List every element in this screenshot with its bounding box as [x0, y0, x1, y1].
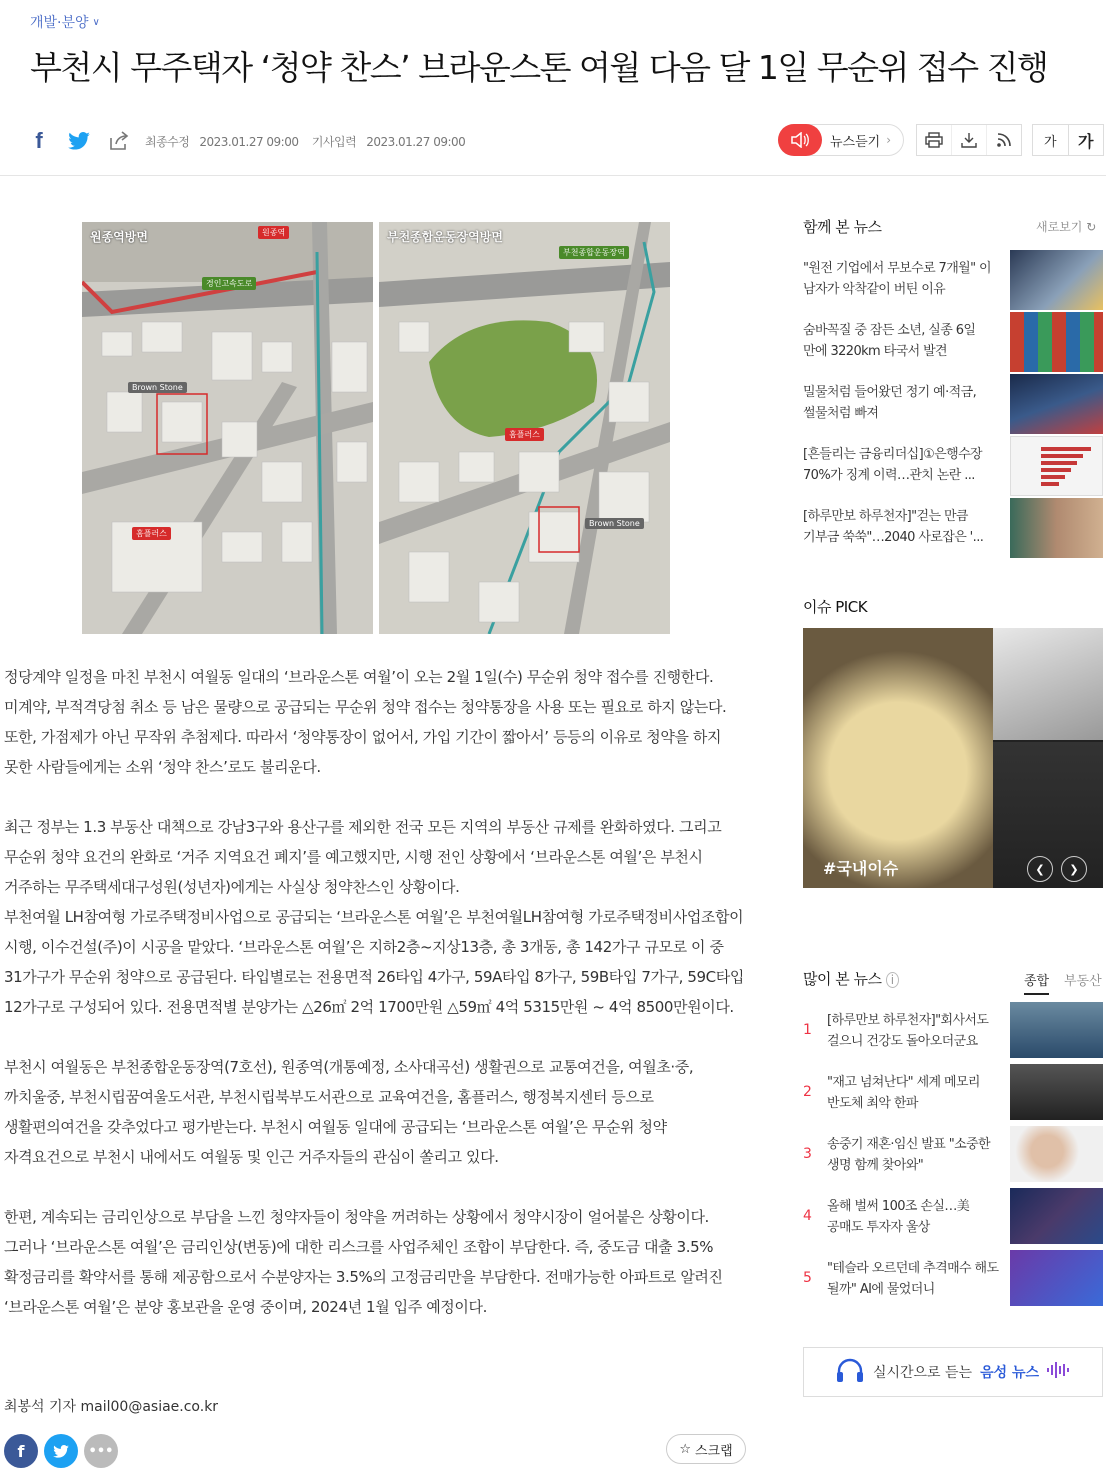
font-decrease-button[interactable]: 가: [1043, 134, 1057, 150]
popular-news-label: 많이 본 뉴스: [803, 970, 882, 988]
bottom-share: [4, 1434, 118, 1468]
popular-news-item[interactable]: [803, 1128, 1103, 1184]
related-news-thumbnail: [1010, 312, 1103, 372]
rank-number: 3: [803, 1146, 812, 1162]
carousel-prev-button[interactable]: ❮: [1027, 856, 1053, 882]
listen-news-button[interactable]: [778, 124, 904, 156]
popular-news-thumbnail: [1010, 1002, 1103, 1058]
rank-number: 4: [803, 1208, 812, 1224]
refresh-icon: ↻: [1086, 220, 1097, 234]
font-increase-button[interactable]: 가: [1068, 125, 1104, 155]
issue-pick-title: 이슈 PICK: [803, 598, 868, 616]
map-label-brownstone-right: Brown Stone: [585, 518, 644, 529]
article-paragraph: 최근 정부는 1.3 부동산 대책으로 강남3구와 용산구를 제외한 전국 모든 지역의 부동산 규제를 완화하였다. 그리고 무순위 청약 요건의 완화로 ‘거주 지역요건 폐지’를 예고했지만, 시행 전인 상황에서 ‘브라운스톤 여월’은 부천시 거주하는 무주택세대구성원(성년자)에게는 사실상 청약찬스인 상황이다.: [4, 818, 722, 896]
speaker-icon: [778, 124, 822, 156]
map-label-station: 원종역: [258, 226, 289, 239]
audio-prefix: 실시간으로 듣는: [872, 1365, 973, 1381]
carousel-next-button[interactable]: ❯: [1061, 856, 1087, 882]
font-size-controls: [1032, 124, 1104, 156]
rank-number: 2: [803, 1084, 812, 1100]
popular-news-item[interactable]: [803, 1066, 1103, 1122]
popular-news-item[interactable]: [803, 1190, 1103, 1246]
chevron-right-icon: ›: [886, 133, 892, 147]
scrap-button[interactable]: [666, 1434, 746, 1464]
issue-hashtag: #국내이슈: [823, 859, 899, 878]
tab-general[interactable]: 종합: [1024, 970, 1049, 995]
popular-news-title: [803, 968, 899, 989]
tab-real-estate[interactable]: 부동산: [1064, 974, 1102, 989]
related-news-item[interactable]: [803, 444, 1103, 500]
download-icon[interactable]: [952, 125, 987, 155]
category-label: 개발·분양: [30, 15, 89, 31]
article-paragraph: 부천시 여월동은 부천종합운동장역(7호선), 원종역(개통예정, 소사대곡선) 생활권으로 교통여건을, 여월초·중, 까치울중, 부천시립꿈여울도서관, 부천시립북부도서관으로 교육여건을, 홈플러스, 행정복지센터 등으로 생활편의여건을 갖추었다고 평가받는다. 부천시 여월동 일대에 공급되는 ‘브라운스톤 여월’은 무순위 청약 자격요건으로 부천시 내에서도 여월동 및 인근 거주자들의 관심이 쏠리고 있다.: [4, 1058, 694, 1166]
audio-news-banner[interactable]: [803, 1347, 1103, 1397]
popular-news-item[interactable]: [803, 1252, 1103, 1308]
map-right-panel: [379, 222, 670, 634]
modified-date: 2023.01.27 09:00: [199, 135, 299, 149]
popular-news-headline: "테슬라 오르던데 추격매수 해도 될까" AI에 물었더니: [827, 1261, 999, 1297]
listen-label: 뉴스듣기: [830, 134, 881, 150]
article-headline: 부천시 무주택자 ‘청약 찬스’ 브라운스톤 여월 다음 달 1일 무순위 접수 진행: [30, 48, 1048, 87]
map-label-brownstone: Brown Stone: [128, 382, 187, 393]
article-tools: [916, 124, 1022, 156]
article-body: [4, 662, 748, 1352]
rank-number: 1: [803, 1022, 812, 1038]
article-dates: [145, 133, 475, 150]
popular-news-headline: "재고 넘쳐난다" 세계 메모리 반도체 최악 한파: [827, 1075, 980, 1111]
related-news-item[interactable]: [803, 258, 1103, 314]
related-news-headline: 밀물처럼 들어왔던 정기 예·적금, 썰물처럼 빠져: [803, 385, 977, 421]
related-news-item[interactable]: [803, 382, 1103, 438]
related-news-item[interactable]: [803, 506, 1103, 562]
refresh-button[interactable]: [1036, 218, 1096, 235]
issue-pick-carousel[interactable]: [803, 628, 1103, 888]
star-icon: ☆: [679, 1441, 691, 1457]
sound-wave-icon: [1047, 1362, 1071, 1382]
category-breadcrumb[interactable]: [30, 12, 100, 32]
related-news-headline: "원전 기업에서 무보수로 7개월" 이 남자가 악착같이 버틴 이유: [803, 261, 992, 297]
more-share-icon[interactable]: •••: [84, 1434, 118, 1468]
modified-label: 최종수정: [145, 135, 190, 149]
issue-image-main: [803, 628, 993, 888]
refresh-label: 새로보기: [1036, 220, 1083, 234]
share-icons: [26, 128, 132, 154]
share-icon[interactable]: [106, 128, 132, 154]
audio-highlight: 음성 뉴스: [980, 1365, 1040, 1381]
published-date: 2023.01.27 09:00: [366, 135, 466, 149]
headphones-icon: [835, 1357, 865, 1387]
related-news-thumbnail: [1010, 498, 1103, 558]
related-news-headline: [흔들리는 금융리더십]①은행수장 70%가 징계 이력…관치 논란 ...: [803, 447, 982, 483]
related-news-thumbnail: [1010, 436, 1103, 496]
popular-news-item[interactable]: [803, 1004, 1103, 1060]
byline: 최봉석 기자 mail00@asiae.co.kr: [4, 1399, 219, 1415]
article-paragraph: 부천여월 LH참여형 가로주택정비사업으로 공급되는 ‘브라운스톤 여월’은 부천여월LH참여형 가로주택정비사업조합이 시행, 이수건설(주)이 시공을 맡았다. ‘브라운스톤 여월’은 지하2층~지상13층, 총 3개동, 총 142가구 규모로 이 중 31가구가 무순위 청약으로 공급된다. 타입별로는 전용면적 26타입 4가구, 59A타입 8가구, 59B타입 7가구, 59C타입 12가구로 구성되어 있다. 전용면적별 분양가는 △26㎡ 2억 1700만원 △59㎡ 4억 5315만원 ~ 4억 8500만원이다.: [4, 908, 744, 1016]
divider: [0, 175, 1106, 176]
popular-news-thumbnail: [1010, 1250, 1103, 1306]
article-paragraph: 한편, 계속되는 금리인상으로 부담을 느낀 청약자들이 청약을 꺼려하는 상황에서 청약시장이 얼어붙은 상황이다. 그러나 ‘브라운스톤 여월’은 금리인상(변동)에 대한 리스크를 사업주체인 조합이 부담한다. 즉, 중도금 대출 3.5% 확정금리를 확약서를 통해 제공함으로서 수분양자는 3.5%의 고정금리만을 부담한다. 전매가능한 아파트로 알려진 ‘브라운스톤 여월’은 분양 홍보관을 운영 중이며, 2024년 1월 입주 예정이다.: [4, 1208, 723, 1316]
related-news-headline: [하루만보 하루천자]"걷는 만큼 기부금 쑥쑥"…2040 사로잡은 '...: [803, 509, 984, 545]
issue-image-top: [993, 628, 1103, 740]
map-right-title: 부천종합운동장역방면: [387, 230, 503, 244]
twitter-share-icon[interactable]: [44, 1434, 78, 1468]
popular-news-thumbnail: [1010, 1126, 1103, 1182]
rss-icon[interactable]: [987, 125, 1021, 155]
facebook-share-icon[interactable]: f: [4, 1434, 38, 1468]
map-left-panel: [82, 222, 373, 634]
scrap-label: 스크랩: [694, 1443, 733, 1459]
map-label-stadium-station: 부천종합운동장역: [559, 246, 629, 259]
popular-news-thumbnail: [1010, 1188, 1103, 1244]
related-news-thumbnail: [1010, 374, 1103, 434]
article-toolbar: [0, 118, 1106, 162]
article-image: [82, 222, 670, 634]
related-news-headline: 숨바꼭질 중 잠든 소년, 실종 6일 만에 3220km 타국서 발견: [803, 323, 976, 359]
popular-news-headline: 올해 벌써 100조 손실…美 공매도 투자자 울상: [827, 1199, 970, 1235]
chevron-down-icon: ∨: [92, 16, 100, 28]
map-left-title: 원종역방면: [90, 230, 148, 244]
print-icon[interactable]: [917, 125, 952, 155]
article-paragraph: 정당계약 일정을 마친 부천시 여월동 일대의 ‘브라운스톤 여월’이 오는 2월 1일(수) 무순위 청약 접수를 진행한다. 미계약, 부적격당첨 취소 등 남은 물량으로 공급되는 무순위 청약 접수는 청약통장을 사용 또는 필요로 하지 않는다. 또한, 가점제가 아닌 무작위 추첨제다. 따라서 ‘청약통장이 없어서, 가입 기간이 짧아서’ 등등의 이유로 청약을 하지 못한 사람들에게는 소위 ‘청약 찬스’로도 불리운다.: [4, 668, 727, 776]
popular-news-thumbnail: [1010, 1064, 1103, 1120]
popular-news-headline: 송중기 재혼·임신 발표 "소중한 생명 함께 찾아와": [827, 1137, 991, 1173]
related-news-thumbnail: [1010, 250, 1103, 310]
twitter-icon[interactable]: [66, 128, 92, 154]
facebook-icon[interactable]: f: [35, 128, 43, 153]
popular-news-headline: [하루만보 하루천자]"회사서도 걸으니 건강도 돌아오더군요: [827, 1013, 989, 1049]
related-news-title: 함께 본 뉴스: [803, 218, 882, 236]
map-label-homeplus: 홈플러스: [132, 527, 171, 540]
map-label-homeplus-right: 홈플러스: [505, 428, 544, 441]
info-icon[interactable]: i: [886, 972, 899, 988]
map-label-highway: 경인고속도로: [202, 277, 256, 290]
related-news-item[interactable]: [803, 320, 1103, 376]
rank-number: 5: [803, 1270, 812, 1286]
published-label: 기사입력: [311, 135, 357, 149]
